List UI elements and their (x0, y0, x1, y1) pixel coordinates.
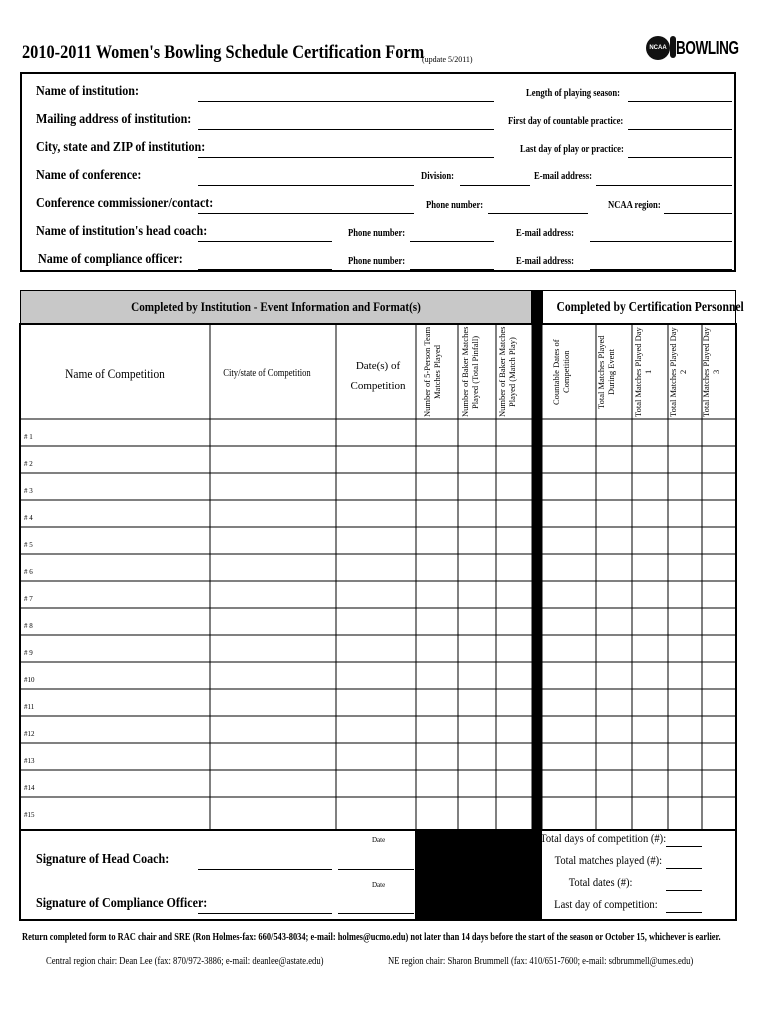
coach-date-label: Date (372, 836, 386, 844)
row-label: # 8 (24, 622, 33, 630)
head-coach-signature-field[interactable] (198, 869, 332, 870)
commissioner-phone-label: Phone number: (426, 200, 484, 211)
row-label: #14 (24, 784, 35, 792)
col-city-header: City/state of Competition (223, 368, 311, 379)
row-label: # 9 (24, 649, 33, 657)
col-name-header: Name of Competition (65, 366, 165, 381)
row-label: #12 (24, 730, 35, 738)
conference-email-label: E-mail address: (534, 171, 592, 182)
coach-email-label: E-mail address: (516, 228, 574, 239)
update-note: (update 5/2011) (422, 55, 473, 64)
compliance-date-field[interactable] (338, 913, 414, 914)
coach-date-field[interactable] (338, 869, 414, 870)
name-of-institution-label: Name of institution: (36, 84, 140, 99)
total-matches-field[interactable] (666, 868, 702, 869)
compliance-signature-field[interactable] (198, 913, 332, 914)
length-season-label: Length of playing season: (526, 88, 621, 99)
cert-section-header: Completed by Certification Personnel (542, 290, 736, 324)
return-note: Return completed form to RAC chair and SRE (Ron Holmes-fax: 660/543-8034; e-mail: holmes@ucmo.edu) not later than 14 days before the start of the season or October 15, whichever is earlier. (22, 932, 721, 943)
row-label: # 1 (24, 433, 33, 441)
row-label: # 3 (24, 487, 33, 495)
ncaa-badge-icon: NCAA (646, 36, 670, 60)
col-baker-total-header: Number of Baker Matches Played (Total Pinfall) (460, 326, 480, 418)
central-region-chair: Central region chair: Dean Lee (fax: 870/972-3886; e-mail: deanlee@astate.edu) (46, 956, 324, 967)
division-label: Division: (421, 171, 455, 182)
head-coach-signature-label: Signature of Head Coach: (36, 852, 170, 867)
col-5person-header: Number of 5-Person Team Matches Played (422, 326, 442, 418)
total-days-label: Total days of competition (#): (540, 831, 666, 845)
col-day3-header: Total Matches Played Day 3 (701, 327, 721, 417)
compliance-date-label: Date (372, 881, 386, 889)
compliance-officer-label: Name of compliance officer: (38, 252, 183, 267)
city-state-zip-label: City, state and ZIP of institution: (36, 140, 206, 155)
head-coach-label: Name of institution's head coach: (36, 224, 208, 239)
col-day2-header: Total Matches Played Day 2 (668, 327, 688, 417)
ncaa-region-label: NCAA region: (608, 200, 661, 211)
col-total-event-header: Total Matches Played During Event (596, 335, 616, 409)
total-dates-field[interactable] (666, 890, 702, 891)
row-label: #13 (24, 757, 35, 765)
row-label: #15 (24, 811, 35, 819)
row-label: # 7 (24, 595, 33, 603)
col-baker-match-header: Number of Baker Matches Played (Match Play) (497, 326, 517, 418)
commissioner-label: Conference commissioner/contact: (36, 196, 214, 211)
name-of-conference-label: Name of conference: (36, 168, 142, 183)
ne-region-chair: NE region chair: Sharon Brummell (fax: 410/651-7600; e-mail: sdbrummell@umes.edu) (388, 956, 694, 967)
total-days-field[interactable] (666, 846, 702, 847)
last-day-competition-label: Last day of competition: (554, 897, 658, 911)
row-label: # 4 (24, 514, 33, 522)
coach-phone-label: Phone number: (348, 228, 406, 239)
logo-text: BOWLING (676, 38, 739, 58)
compliance-signature-label: Signature of Compliance Officer: (36, 896, 208, 911)
first-day-practice-label: First day of countable practice: (508, 116, 624, 127)
row-label: #10 (24, 676, 35, 684)
institution-section-header: Completed by Institution - Event Information and Format(s) (20, 290, 532, 324)
row-label: # 2 (24, 460, 33, 468)
col-dates-header: Date(s) of Competition (350, 360, 406, 392)
total-matches-label: Total matches played (#): (554, 853, 662, 867)
last-day-play-label: Last day of play or practice: (520, 144, 624, 155)
col-countable-header: Countable Dates of Competition (551, 339, 571, 405)
last-day-competition-field[interactable] (666, 912, 702, 913)
form-title: 2010-2011 Women's Bowling Schedule Certification Form (22, 42, 425, 63)
row-label: #11 (24, 703, 35, 711)
col-day1-header: Total Matches Played Day 1 (633, 327, 653, 417)
compliance-phone-label: Phone number: (348, 256, 406, 267)
compliance-email-label: E-mail address: (516, 256, 574, 267)
row-label: # 6 (24, 568, 33, 576)
mailing-address-label: Mailing address of institution: (36, 112, 192, 127)
total-dates-label: Total dates (#): (568, 875, 632, 889)
row-label: # 5 (24, 541, 33, 549)
